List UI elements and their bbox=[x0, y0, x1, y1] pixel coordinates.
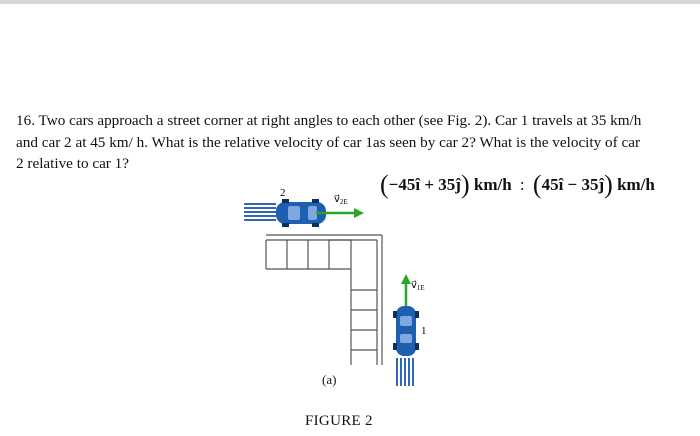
problem-line-2: and car 2 at 45 km/ h. What is the relative velocity of car 1as seen by car 2? What is the velocity of car bbox=[16, 133, 640, 151]
answer-first-vector: −45î + 35ĵ bbox=[388, 175, 461, 194]
car2-velocity-label: $v⃗_{2E}$ bbox=[334, 194, 348, 206]
road-corner bbox=[266, 235, 382, 365]
car2-label: 2 bbox=[280, 187, 286, 199]
answer-separator: : bbox=[519, 175, 525, 194]
car1 bbox=[393, 306, 419, 356]
answer-first-unit: km/h bbox=[473, 175, 512, 194]
intersection-diagram bbox=[230, 180, 470, 410]
top-border bbox=[0, 0, 700, 4]
problem-line-3: 2 relative to car 1? bbox=[16, 155, 130, 172]
figure-caption: FIGURE 2 bbox=[305, 413, 373, 429]
answer-second-vector: 45î − 35ĵ bbox=[541, 175, 605, 194]
figure-2-diagram bbox=[230, 180, 470, 410]
answer-text: (−45î + 35ĵ) km/h : (45î − 35ĵ) km/h bbox=[380, 170, 655, 199]
car2-motion-lines bbox=[244, 204, 276, 220]
car1-velocity-arrow bbox=[401, 274, 411, 310]
answer-second-unit: km/h bbox=[617, 175, 655, 194]
problem-text bbox=[16, 110, 688, 175]
car1-velocity-label: $v⃗_{1E}$ bbox=[411, 280, 425, 292]
car1-motion-lines bbox=[397, 358, 413, 386]
car1-label: 1 bbox=[421, 325, 427, 337]
figure-sub-label: (a) bbox=[322, 372, 337, 387]
problem-line-1: 16. Two cars approach a street corner at right angles to each other (see Fig. 2). Car 1 travels at 35 km/h bbox=[16, 112, 642, 129]
